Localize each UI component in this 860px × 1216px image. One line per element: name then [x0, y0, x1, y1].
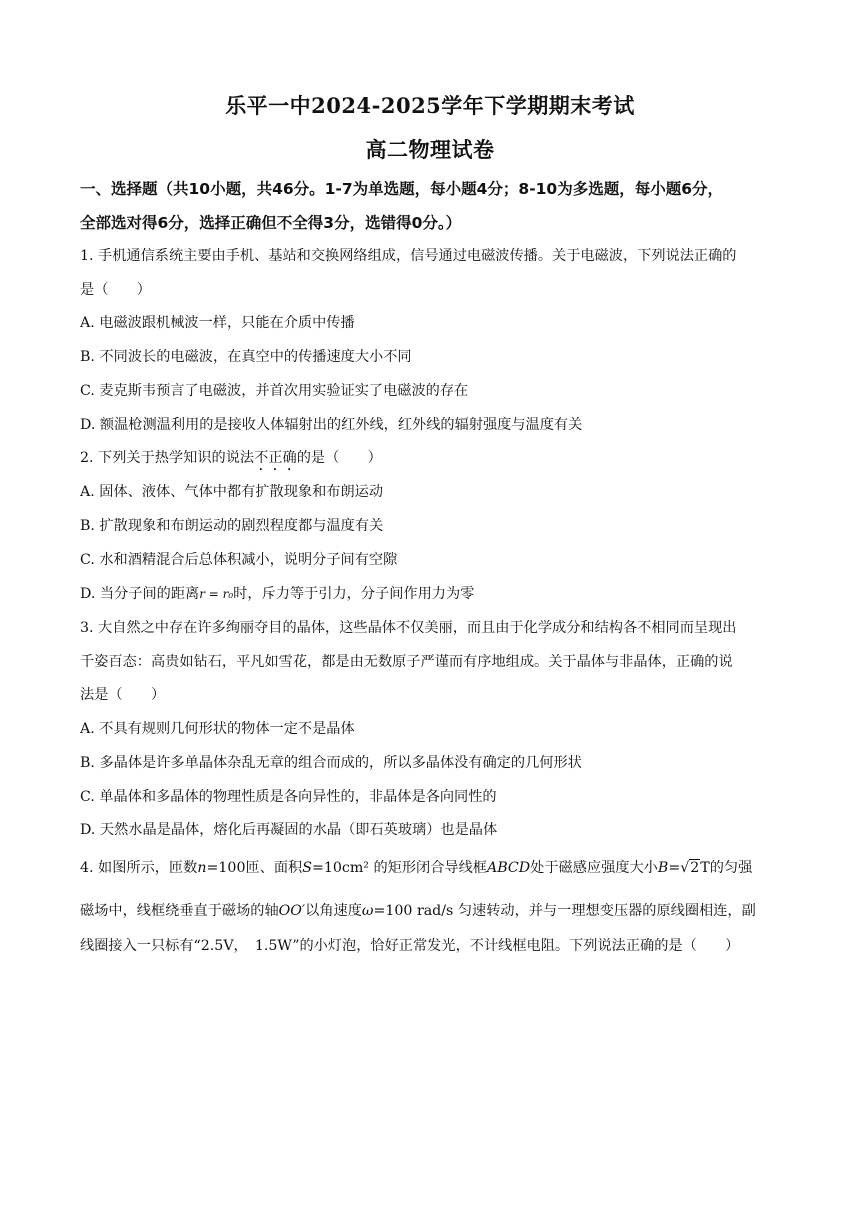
- q4-text: 磁场中，线框绕垂直于磁场的轴: [80, 903, 279, 919]
- q1-stem-line1: 1. 手机通信系统主要由手机、基站和交换网络组成，信号通过电磁波传播。关于电磁波，下列说法正确的: [80, 248, 737, 264]
- q1-option-c: C. 麦克斯韦预言了电磁波，并首次用实验证实了电磁波的存在: [80, 383, 469, 399]
- q1-stem-line2: 是（ ）: [80, 282, 151, 298]
- q1-option-a: A. 电磁波跟机械波一样，只能在介质中传播: [80, 315, 355, 331]
- q2-stem-pre: 2. 下列关于热学知识的说法: [80, 450, 255, 466]
- q4-var-b: B: [657, 860, 669, 876]
- q2-option-b: B. 扩散现象和布朗运动的剧烈程度都与温度有关: [80, 518, 384, 534]
- q3-option-c: C. 单晶体和多晶体的物理性质是各向异性的，非晶体是各向同性的: [80, 789, 497, 805]
- q2-option-d-post: 时，斥力等于引力，分子间作用力为零: [233, 586, 475, 602]
- q4-text: =: [668, 860, 681, 876]
- q4-var-omega: ω: [361, 903, 374, 919]
- q3-stem-line3: 法是（ ）: [80, 687, 166, 703]
- q4-sqrt-value: 2: [690, 860, 700, 876]
- q4-text: =10cm² 的矩形闭合导线框: [311, 860, 487, 876]
- q3-option-d: D. 天然水晶是晶体，熔化后再凝固的水晶（即石英玻璃）也是晶体: [80, 822, 498, 838]
- q4-stem-line1: [80, 857, 785, 877]
- q1-option-d: D. 额温枪测温利用的是接收人体辐射出的红外线，红外线的辐射强度与温度有关: [80, 417, 583, 433]
- q4-stem-line2: [80, 900, 785, 920]
- q2-option-a: A. 固体、液体、气体中都有扩散现象和布朗运动: [80, 484, 384, 500]
- q1-option-b: B. 不同波长的电磁波，在真空中的传播速度大小不同: [80, 349, 412, 365]
- q4-text: 以角速度: [305, 903, 362, 919]
- q4-stem-line3: 线圈接入一只标有“2.5V， 1.5W”的小灯泡，恰好正常发光，不计线框电阻。下列说法正确的是（ ）: [80, 938, 740, 954]
- section-heading-line2: 全部选对得6分，选择正确但不全得3分，选错得0分。）: [80, 214, 462, 232]
- q2-option-c: C. 水和酒精混合后总体积减小，说明分子间有空隙: [80, 552, 398, 568]
- q3-stem-line1: 3. 大自然之中存在许多绚丽夺目的晶体，这些晶体不仅美丽，而且由于化学成分和结构各不相同而呈现出: [80, 620, 737, 636]
- q2-stem-post: 的是（ ）: [296, 450, 382, 466]
- q4-var-abcd: ABCD: [487, 860, 531, 876]
- q3-stem-line2: 千姿百态：高贵如钻石，平凡如雪花，都是由无数原子严谨而有序地组成。关于晶体与非晶体，正确的说: [80, 654, 733, 670]
- exam-subtitle: 高二物理试卷: [365, 137, 495, 162]
- sqrt-symbol: √: [680, 860, 690, 876]
- q4-text: =100 rad/s 匀速转动，并与一理想变压器的原线圈相连，副: [373, 903, 756, 919]
- q4-text: 处于磁感应强度大小: [530, 860, 658, 876]
- q3-option-b: B. 多晶体是许多单晶体杂乱无章的组合而成的，所以多晶体没有确定的几何形状: [80, 755, 582, 771]
- q4-var-s: S: [302, 860, 312, 876]
- q2-option-d-pre: D. 当分子间的距离: [80, 586, 200, 602]
- q2-stem: [80, 447, 785, 474]
- q4-text: =100匝、面积: [206, 860, 303, 876]
- q4-var-n: n: [197, 860, 207, 876]
- q4-text: T的匀强: [700, 860, 753, 876]
- exam-title: 乐平一中2024-2025学年下学期期末考试: [225, 93, 635, 118]
- q4-var-axis: OO′: [278, 903, 306, 919]
- section-heading: [80, 172, 785, 240]
- q2-option-d-formula: r = r₀: [199, 587, 234, 601]
- section-heading-line1: 一、选择题（共10小题，共46分。1-7为单选题，每小题4分；8-10为多选题，每小题6分，: [80, 180, 724, 198]
- q4-text: 4. 如图所示，匝数: [80, 860, 198, 876]
- q3-option-a: A. 不具有规则几何形状的物体一定不是晶体: [80, 721, 355, 737]
- q2-option-d: [80, 583, 785, 603]
- q2-stem-emphasis: 不正确: [254, 450, 297, 466]
